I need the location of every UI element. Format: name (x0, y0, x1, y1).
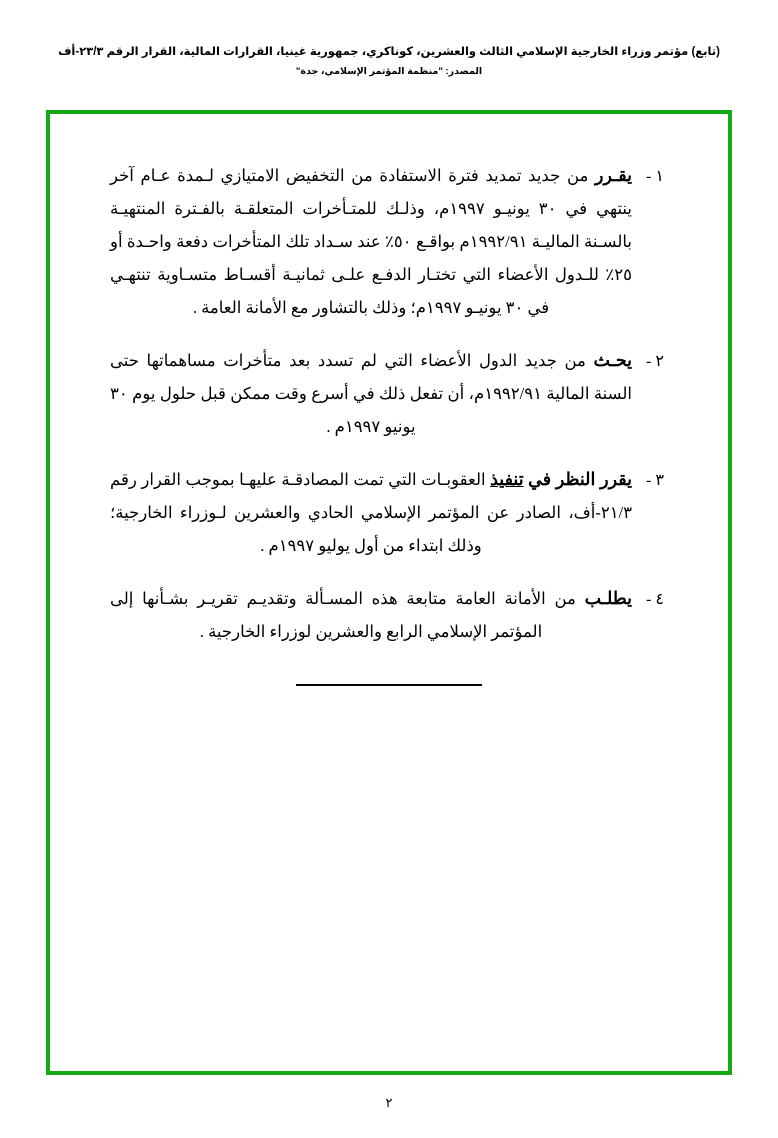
item-lead-word: يطلـب (584, 588, 632, 608)
list-item (110, 463, 678, 562)
list-item (110, 344, 678, 443)
item-number: ٤ - (646, 591, 664, 608)
item-text (110, 582, 632, 648)
item-text (110, 159, 632, 324)
item-number: ١ - (646, 168, 664, 185)
item-text (110, 463, 632, 562)
item-lead-word: يقـرر (595, 165, 632, 185)
item-number: ٢ - (646, 353, 664, 370)
item-paragraph: من جديد الدول الأعضاء التي لم تسدد بعد متأخرات مساهماتها حتى السنة المالية ١٩٩٢/٩١م، أن تفعل ذلك في أسرع وقت ممكن قبل حلول يوم ٣٠ يونيو ١٩٩٧م . (110, 351, 632, 436)
page-number: ٢ (385, 1095, 393, 1110)
resolution-body (110, 159, 678, 668)
item-number: ٣ - (646, 472, 664, 489)
item-lead-word: يقرر النظر في (528, 469, 632, 489)
item-paragraph: العقوبـات التي تمت المصادقـة عليهـا بموجب القرار رقم ٢١/٣-أف، الصادر عن المؤتمر الإسلامي الحادي والعشرين لـوزراء الخارجية؛ وذلك ابتداء من أول يوليو ١٩٩٧م . (110, 470, 632, 555)
header-title-line: (تابع) مؤتمر وزراء الخارجية الإسلامي الثالث والعشرين، كوناكري، جمهورية غينيا، القرارات المالية، القرار الرقم ٢٣/٣-أف (58, 46, 720, 58)
horizontal-rule (296, 684, 482, 686)
list-item (110, 159, 678, 324)
item-paragraph: من جديد تمديد فترة الاستفادة من التخفيض الامتيازي لـمدة عـام آخر ينتهي في ٣٠ يونيـو ١٩٩٧م، وذلـك للمتـأخرات المتعلقـة بالفـترة المنتهيـة بالسـنة الماليـة ١٩٩٢/٩١م بواقـع ٥٠٪ عند سـداد تلك المتأخرات دفعة واحـدة أو ٢٥٪ للـدول الأعضاء التي تختـار الدفـع علـى ثمانيـة أقسـاط متسـاوية تنتهـي في ٣٠ يونيـو ١٩٩٧م؛ وذلك بالتشاور مع الأمانة العامة . (110, 166, 633, 317)
list-item (110, 582, 678, 648)
header-source-line: المصدر: "منظمة المؤتمر الإسلامي، جدة" (295, 66, 483, 77)
green-border-frame (46, 110, 732, 1075)
item-lead-word: يحـث (593, 350, 632, 370)
item-paragraph: من الأمانة العامة متابعة هذه المسـألة وتقديـم تقريـر بشـأنها إلى المؤتمر الإسلامي الرابع والعشرين لوزراء الخارجية . (110, 589, 585, 641)
item-text (110, 344, 632, 443)
document-header (0, 44, 778, 79)
item-lead-underlined-word: تنفيذ (490, 469, 524, 489)
